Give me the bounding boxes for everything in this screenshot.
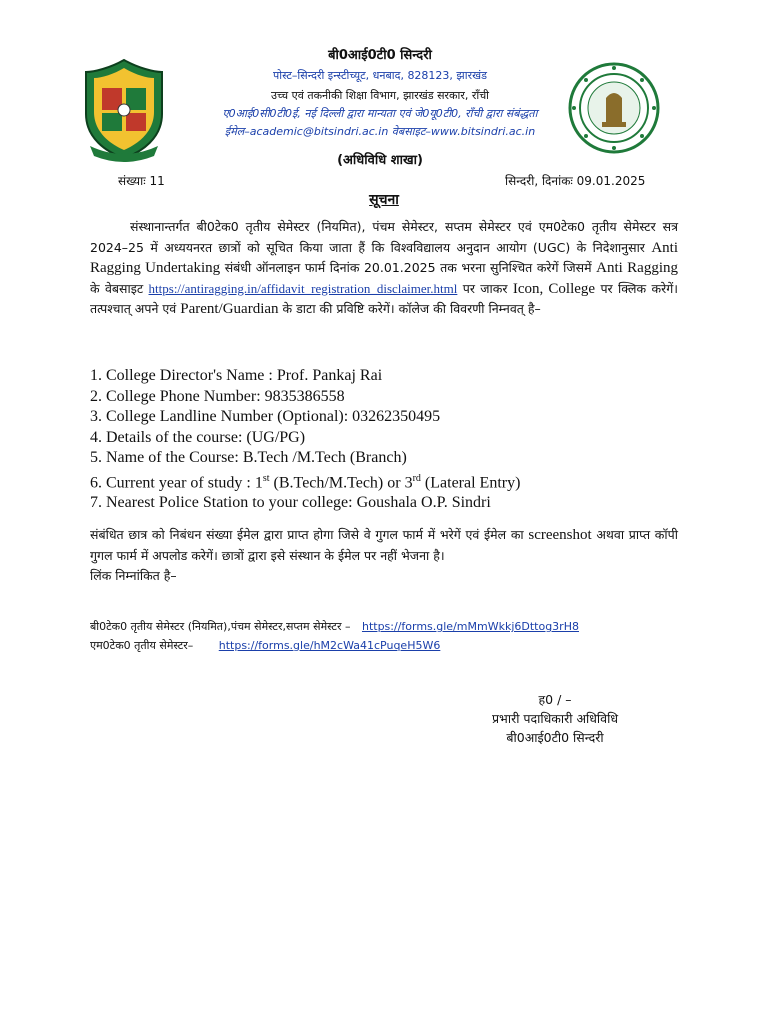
signatory-designation: प्रभारी पदाधिकारी अधिविधि [491,711,619,726]
list-item: 2. College Phone Number: 9835386558 [90,387,345,405]
form-link-btech[interactable]: https://forms.gle/mMmWkkj6Dttog3rH8 [361,620,579,633]
list-item [90,469,680,494]
p1-text-f: पर जाकर [462,280,508,296]
department-line: उच्च एवं तकनीकी शिक्षा विभाग, झारखंड सरकार, रॉंची [270,89,490,102]
notice-title: सूचना [369,192,399,208]
signature-mark: ह0 / – [538,692,572,707]
form-link-mtech[interactable]: https://forms.gle/hM2cWa41cPuqeH5W6 [218,639,441,652]
section-name: (अधिविधि शाखा) [337,153,423,168]
p1-text-g: Icon, College [512,280,596,297]
item6-b: (B.Tech/M.Tech) or 3 [269,473,413,491]
p1-text-b: Anti Ragging Undertaking [90,239,678,276]
p2-text-d: लिंक निम्नांकित है– [90,568,177,583]
form-link-row-mtech [90,638,440,653]
item6-sup2: rd [412,472,421,484]
form-link-label-btech: बी0टेक0 तृतीय सेमेस्टर (नियमित),पंचम सेमेस्टर,सप्तम सेमेस्टर – [90,620,351,633]
signatory-institute: बी0आई0टी0 सिन्दरी [506,730,604,745]
contact-line: ईमेल–academic@bitsindri.ac.in वेबसाइट–www.bitsindri.ac.in [224,125,536,138]
p1-text-i: Parent/Guardian [180,301,279,317]
p2-text-c: अथवा प्राप्त कॉपी गुगल फार्म में अपलोड करेगें। छात्रों द्वारा इसे संस्थान के ईमेल पर नहीं भेजना है। [90,527,678,563]
item6-sup1: st [262,472,270,484]
list-item: 1. College Director's Name : Prof. Pankaj Rai [90,367,383,384]
list-item: 5. Name of the Course: B.Tech /M.Tech (Branch) [90,449,407,466]
list-item: 7. Nearest Police Station to your college: Goushala O.P. Sindri [90,494,491,512]
p1-text-h: पर क्लिक करेगें। तत्पश्चात् अपने एवं [90,280,678,316]
notice-date: सिन्दरी, दिनांकः 09.01.2025 [505,174,646,188]
approval-line: ए0आई0सी0टी0ई, नई दिल्ली द्वारा मान्यता एवं जे0यू0टी0, रॉंची द्वारा संबंद्धता [222,107,538,120]
form-link-row-btech [90,619,579,634]
p1-text-c: संबंधी ऑनलाइन फार्म दिनांक 20.01.2025 तक भरना सुनिश्चित करेगें जिसमें [224,260,592,275]
p1-text-j: के डाटा की प्रविष्टि करेगें। कॉलेज की विवरणी निम्नवत् है– [282,301,541,316]
instruction-paragraph [90,525,678,587]
item6-a: 6. Current year of study : 1 [90,473,263,491]
p1-text-d: Anti Ragging [596,260,678,276]
list-item: 4. Details of the course: (UG/PG) [90,428,306,446]
notice-paragraph [90,217,678,320]
p1-text-a: संस्थानान्तर्गत बी0टेक0 तृतीय सेमेस्टर (नियमित), पंचम सेमेस्टर, सप्तम सेमेस्टर एवं एम0टेक0 तृतीय सेमेस्टर सत्र 2024–25 में अध्ययनरत छात्रों को सूचित किया जाता हैं कि विश्वविद्यालय अनुदान आयोग (UGC) के निदेशानुसार [90,219,678,255]
item6-c: (Lateral Entry) [420,473,521,491]
reference-number: संख्याः 11 [118,174,165,188]
institute-address: पोस्ट–सिन्दरी इन्स्टीच्यूट, धनबाद, 828123, झारखंड [273,69,487,82]
antiragging-link[interactable]: https://antiragging.in/affidavit_registration_disclaimer.html [148,280,458,296]
college-details-list [90,366,680,514]
p1-text-e: के वेबसाइट [90,280,144,296]
signature-block [470,690,640,747]
list-item: 3. College Landline Number (Optional): 03262350495 [90,408,441,425]
p2-text-a: संबंधित छात्र को निबंधन संख्या ईमेल द्वारा प्राप्त होगा जिसे वे गुगल फार्म में भरेगें एवं ईमेल का [90,527,524,542]
p2-text-b: screenshot [528,527,592,543]
form-link-label-mtech: एम0टेक0 तृतीय सेमेस्टर– [90,639,194,652]
institute-name: बी0आई0टी0 सिन्दरी [328,48,432,63]
